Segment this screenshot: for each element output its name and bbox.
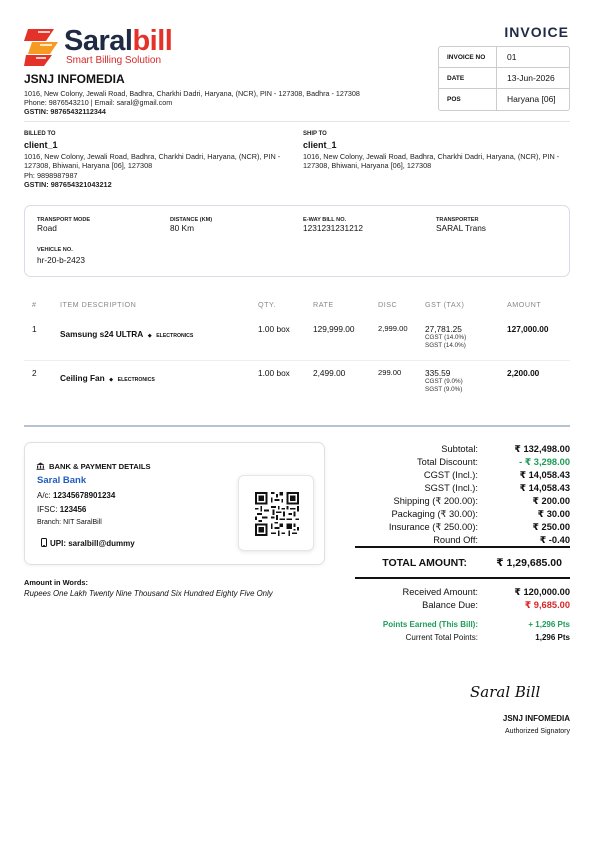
- billed-to-label: BILLED TO: [24, 131, 56, 137]
- ship-to-address: 1016, New Colony, Jewali Road, Badhra, Charkhi Dadri, Haryana, (NCR), PIN - 127308, Bhiwani, Haryana [06], 127308: [303, 152, 560, 171]
- distance-label: DISTANCE (KM): [170, 217, 213, 223]
- divider: [24, 121, 570, 122]
- transport-details-box: [24, 205, 570, 277]
- meta-row: [439, 47, 569, 68]
- transport-mode-value: Road: [37, 223, 57, 233]
- bank-account: [37, 491, 115, 500]
- points-earned-label: Points Earned (This Bill):: [382, 620, 478, 629]
- transporter-label: TRANSPORTER: [436, 217, 479, 223]
- cgst-value: ₹ 14,058.43: [519, 470, 570, 480]
- item-qty: 1.00 box: [258, 368, 290, 378]
- ship-to-label: SHIP TO: [303, 131, 327, 137]
- col-header: #: [32, 300, 37, 309]
- transporter-value: SARAL Trans: [436, 223, 486, 233]
- qr-code-card: [238, 475, 314, 551]
- subtotal-label: Subtotal:: [441, 444, 478, 454]
- meta-value: Haryana [06]: [507, 94, 556, 104]
- sgst-rate: SGST (14.0%): [425, 342, 466, 349]
- invoice-meta-table: [438, 46, 570, 111]
- roundoff-value: ₹ -0.40: [539, 535, 570, 545]
- billed-to-gstin: GSTIN: 987654321043212: [24, 180, 112, 190]
- item-category: ELECTRONICS: [156, 333, 194, 339]
- billed-to-name: client_1: [24, 140, 58, 150]
- item-description: [60, 368, 155, 386]
- cgst-rate: CGST (14.0%): [425, 334, 467, 341]
- transport-mode: [37, 217, 90, 233]
- distance: [170, 217, 212, 233]
- seller-gstin: GSTIN: 98765432112344: [24, 107, 106, 117]
- seller-contact: Phone: 9876543210 | Email: saral@gmail.com: [24, 98, 173, 108]
- grand-total-label: TOTAL AMOUNT:: [382, 557, 467, 569]
- col-header: ITEM DESCRIPTION: [60, 300, 137, 309]
- sgst-rate: SGST (9.0%): [425, 386, 463, 393]
- grand-total-value: ₹ 1,29,685.00: [496, 557, 562, 569]
- table-row: [0, 368, 593, 404]
- packaging-value: ₹ 30.00: [537, 509, 570, 519]
- transport-mode-label: TRANSPORT MODE: [37, 217, 91, 223]
- qr-code-icon: [255, 492, 299, 536]
- col-header: RATE: [313, 300, 334, 309]
- cgst-rate: CGST (9.0%): [425, 378, 463, 385]
- ifsc-label: IFSC:: [37, 505, 58, 514]
- ifsc-code: 123456: [59, 505, 87, 514]
- tag-icon: ◆: [109, 377, 114, 383]
- col-header: DISC: [378, 300, 398, 309]
- ship-to-name: client_1: [303, 140, 337, 150]
- eway-bill-value: 1231231231212: [303, 223, 363, 233]
- balance-value: ₹ 9,685.00: [524, 600, 570, 610]
- sgst-label: SGST (Incl.):: [424, 483, 478, 493]
- total-top-rule: [355, 546, 570, 548]
- item-rate: 129,999.00: [313, 324, 355, 334]
- col-header: GST (TAX): [425, 300, 465, 309]
- bank-branch: Branch: NIT SaralBill: [37, 519, 102, 526]
- col-header: QTY.: [258, 300, 276, 309]
- item-qty: 1.00 box: [258, 324, 290, 334]
- eway-bill: [303, 217, 363, 233]
- signatory-company: JSNJ INFOMEDIA: [502, 714, 570, 723]
- item-gst: [425, 324, 466, 350]
- bank-title: BANK & PAYMENT DETAILS: [49, 462, 151, 471]
- item-rate: 2,499.00: [313, 368, 346, 378]
- shipping-label: Shipping (₹ 200.00):: [393, 496, 478, 506]
- discount-label: Total Discount:: [417, 457, 478, 467]
- bank-details-card: [24, 442, 325, 565]
- total-points-value: 1,296 Pts: [535, 633, 570, 642]
- subtotal-value: ₹ 132,498.00: [514, 444, 570, 454]
- total-bottom-rule: [355, 577, 570, 579]
- account-number: 12345678901234: [53, 491, 116, 500]
- saralbill-logo-icon: [24, 26, 62, 66]
- meta-row: [439, 68, 569, 89]
- brand-name: Saralbill: [64, 25, 173, 57]
- row-number: 1: [32, 324, 37, 334]
- seller-address: 1016, New Colony, Jewali Road, Badhra, Charkhi Dadri, Haryana, (NCR), PIN - 127308, Badhra - 127308: [24, 89, 360, 98]
- signatory-label: Authorized Signatory: [505, 728, 570, 735]
- eway-bill-label: E-WAY BILL NO.: [303, 217, 347, 223]
- account-label: A/c:: [37, 491, 51, 500]
- meta-key: INVOICE NO: [439, 47, 497, 67]
- seller-details: [24, 89, 424, 117]
- row-divider: [24, 360, 570, 361]
- vehicle-label: VEHICLE NO.: [37, 247, 73, 253]
- item-disc: 299.00: [378, 368, 402, 377]
- seller-name: JSNJ INFOMEDIA: [24, 72, 125, 86]
- balance-label: Balance Due:: [422, 600, 478, 610]
- discount-value: - ₹ 3,298.00: [519, 457, 570, 467]
- amount-in-words-label: Amount in Words:: [24, 578, 88, 587]
- item-name: Samsung s24 ULTRA: [60, 329, 144, 339]
- meta-value: 01: [507, 52, 517, 62]
- item-name: Ceiling Fan: [60, 373, 105, 383]
- received-value: ₹ 120,000.00: [514, 587, 570, 597]
- billed-to-address: 1016, New Colony, Jewali Road, Badhra, Charkhi Dadri, Haryana, (NCR), PIN - 127308, Bhiwani, Haryana [06], 127308: [24, 152, 281, 171]
- meta-row: [439, 89, 569, 110]
- meta-key: DATE: [439, 68, 497, 88]
- gst-amount: 27,781.25: [425, 324, 462, 334]
- tag-icon: ◆: [147, 333, 152, 339]
- points-earned-value: + 1,296 Pts: [528, 620, 570, 629]
- received-label: Received Amount:: [402, 587, 478, 597]
- upi-id: [41, 538, 135, 548]
- total-points-label: Current Total Points:: [405, 633, 478, 642]
- insurance-value: ₹ 250.00: [532, 522, 570, 532]
- packaging-label: Packaging (₹ 30.00):: [391, 509, 478, 519]
- section-divider: [24, 425, 570, 427]
- item-category: ELECTRONICS: [117, 377, 155, 383]
- row-number: 2: [32, 368, 37, 378]
- item-disc: 2,999.00: [378, 324, 408, 333]
- item-description: [60, 324, 193, 342]
- cgst-label: CGST (Incl.):: [423, 470, 478, 480]
- brand-tagline: Smart Billing Solution: [66, 55, 162, 66]
- item-amount: 127,000.00: [507, 324, 549, 334]
- distance-value: 80 Km: [170, 223, 194, 233]
- items-table: [0, 300, 593, 420]
- phone-icon: [41, 538, 47, 547]
- item-amount: 2,200.00: [507, 368, 540, 378]
- sgst-value: ₹ 14,058.43: [519, 483, 570, 493]
- bank-icon: [36, 462, 45, 470]
- vehicle: [37, 247, 85, 265]
- amount-in-words: Rupees One Lakh Twenty Nine Thousand Six Hundred Eighty Five Only: [24, 589, 273, 598]
- total-subtotal: [355, 444, 570, 454]
- roundoff-label: Round Off:: [433, 535, 478, 545]
- brand-logo: [24, 24, 189, 70]
- item-gst: [425, 368, 463, 394]
- ship-to-block: [303, 131, 573, 171]
- insurance-label: Insurance (₹ 250.00):: [388, 522, 478, 532]
- table-row: [0, 324, 593, 360]
- vehicle-value: hr-20-b-2423: [37, 255, 85, 265]
- bank-ifsc: [37, 505, 86, 514]
- billed-to-block: [24, 131, 294, 190]
- bank-name: Saral Bank: [37, 475, 87, 486]
- invoice-title: INVOICE: [504, 24, 569, 40]
- meta-key: POS: [439, 89, 497, 110]
- col-header: AMOUNT: [507, 300, 542, 309]
- gst-amount: 335.59: [425, 368, 451, 378]
- transporter: [436, 217, 486, 233]
- shipping-value: ₹ 200.00: [532, 496, 570, 506]
- billed-to-phone: Ph: 9898987987: [24, 170, 78, 180]
- bank-header: [36, 456, 151, 474]
- meta-value: 13-Jun-2026: [507, 73, 555, 83]
- signature: Saral Bill: [470, 683, 541, 701]
- upi-text: UPI: saralbill@dummy: [50, 539, 135, 548]
